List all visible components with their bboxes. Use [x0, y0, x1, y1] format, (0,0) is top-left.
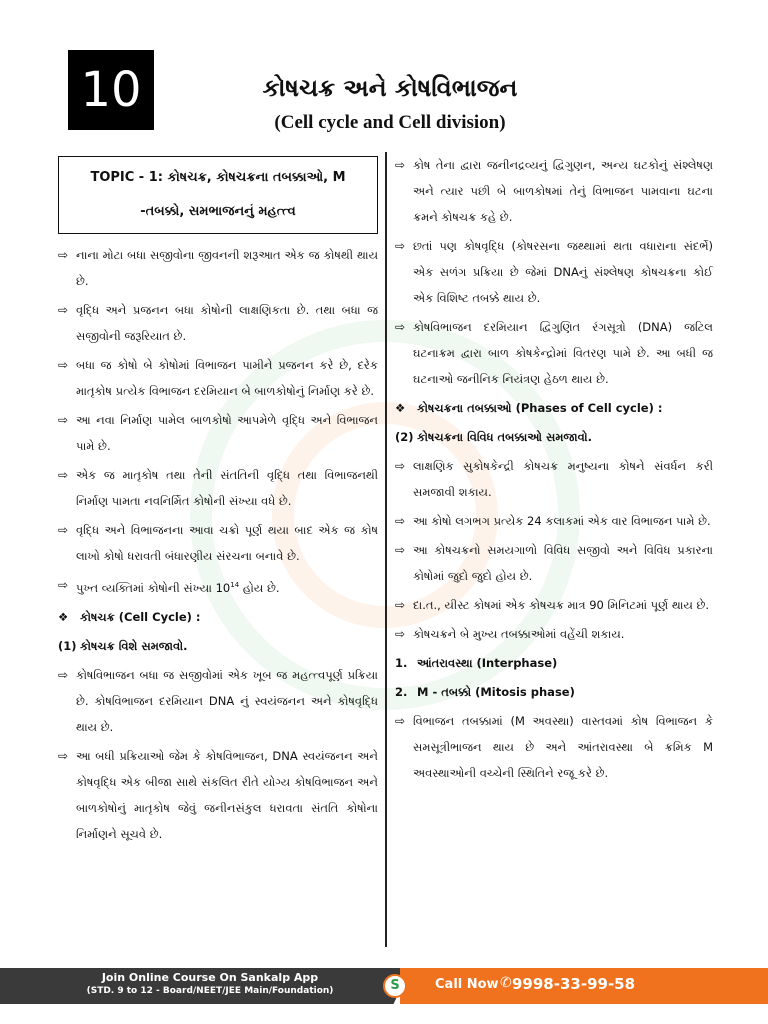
arrow-bullet-icon: ⇨ — [58, 413, 69, 427]
list-item: ⇨ વૃદ્ધિ અને વિભાજનના આવા ચક્રો પૂર્ણ થયા બાદ એક જ કોષ લાખો કોષો ધરાવતી બંધારણીય સંરચના બનાવે છે. — [58, 517, 378, 569]
arrow-bullet-icon: ⇨ — [395, 543, 406, 557]
arrow-bullet-icon: ⇨ — [395, 598, 406, 612]
list-item: ⇨ દા.ત., યીસ્ટ કોષમાં એક કોષચક્ર માત્ર 90 મિનિટમાં પૂર્ણ થાય છે. — [395, 592, 713, 618]
section-heading: ❖ કોષચક્રના તબક્કાઓ (Phases of Cell cycle) : — [395, 395, 713, 421]
arrow-bullet-icon: ⇨ — [58, 667, 69, 682]
question-heading: (1) કોષચક્ર વિશે સમજાવો. — [58, 638, 188, 653]
arrow-bullet-icon: ⇨ — [395, 627, 406, 641]
arrow-bullet-icon: ⇨ — [395, 320, 406, 334]
footer-banner — [0, 968, 768, 1004]
arrow-bullet-icon: ⇨ — [58, 248, 69, 262]
left-column — [58, 152, 378, 850]
arrow-bullet-icon: ⇨ — [58, 358, 69, 372]
list-item: ⇨ છતાં પણ કોષવૃદ્ધિ (કોષરસના જથ્થામાં થતા વધારાના સંદર્ભે) એક સળંગ પ્રક્રિયા છે જેમાં DNAનું સંશ્લેષણ કોષચક્રના કોઈ એક વિશિષ્ટ તબક્કે થાય છે. — [395, 233, 713, 311]
list-item: ⇨ પુખ્ત વ્યક્તિમાં કોષોની સંખ્યા $10^{14}$ હોય છે. — [58, 572, 378, 601]
list-item: ⇨ કોષચક્રને બે મુખ્ય તબક્કાઓમાં વહેંચી શકાય. — [395, 621, 713, 647]
list-item: ⇨ લાક્ષણિક સુકોષકેન્દ્રી કોષચક્ર મનુષ્યના કોષને સંવર્ધન કરી સમજાવી શકાય. — [395, 453, 713, 505]
list-item: ⇨ કોષવિભાજન બધા જ સજીવોમાં એક ખૂબ જ મહત્ત્વપૂર્ણ પ્રક્રિયા છે. કોષવિભાજન દરમિયાન DNA નું સ્વયંજનન અને કોષવૃદ્ધિ થાય છે. — [58, 662, 378, 740]
phase-item: 1. આંતરાવસ્થા (Interphase) — [395, 656, 558, 670]
arrow-bullet-icon: ⇨ — [58, 303, 69, 317]
chapter-number: 10 — [68, 50, 154, 130]
sankalp-logo-icon: S — [383, 974, 407, 998]
column-divider — [385, 152, 387, 947]
list-item: ⇨ એક જ માતૃકોષ તથા તેની સંતતિની વૃદ્ધિ તથા વિભાજનથી નિર્માણ પામતા નવનિર્મિત કોષોની સંખ્યા વધે છે. — [58, 462, 378, 514]
footer-promo-line-1[interactable]: Join Online Course On Sankalp App — [101, 971, 319, 984]
diamond-icon: ❖ — [58, 609, 69, 624]
section-heading: ❖ કોષચક્ર (Cell Cycle) : — [58, 604, 378, 630]
topic-box — [58, 156, 378, 234]
arrow-bullet-icon: ⇨ — [395, 514, 406, 528]
list-item: ⇨ નાના મોટા બધા સજીવોના જીવનની શરૂઆત એક જ કોષથી થાય છે. — [58, 242, 378, 294]
arrow-bullet-icon: ⇨ — [395, 239, 406, 253]
arrow-bullet-icon: ⇨ — [395, 158, 406, 172]
list-item: ⇨ આ નવા નિર્માણ પામેલ બાળકોષો આપમેળે વૃદ્ધિ અને વિભાજન પામે છે. — [58, 407, 378, 459]
diamond-icon: ❖ — [395, 401, 406, 415]
list-item: ⇨ આ કોષચક્રનો સમયગાળો વિવિધ સજીવો અને વિવિધ પ્રકારના કોષોમાં જુદો જુદો હોય છે. — [395, 537, 713, 589]
topic-line-2: -તબક્કો, સમભાજનનું મહત્ત્વ — [140, 204, 296, 219]
arrow-bullet-icon: ⇨ — [395, 459, 406, 473]
arrow-bullet-icon: ⇨ — [58, 523, 69, 537]
page-bottom-margin — [0, 1004, 768, 1024]
list-item: ⇨ બધા જ કોષો બે કોષોમાં વિભાજન પામીને પ્રજનન કરે છે, દરેક માતૃકોષ પ્રત્યેક વિભાજન દરમિયાન બે બાળકોષોનું નિર્માણ કરે છે. — [58, 352, 378, 404]
chapter-title-english: (Cell cycle and Cell division) — [274, 112, 506, 133]
arrow-bullet-icon: ⇨ — [58, 468, 69, 482]
list-item: ⇨ વૃદ્ધિ અને પ્રજનન બધા કોષોની લાક્ષણિકતા છે. તથા બધા જ સજીવોની જરૂરિયાત છે. — [58, 297, 378, 349]
list-item: ⇨ આ બધી પ્રક્રિયાઓ જેમ કે કોષવિભાજન, DNA સ્વયંજનન અને કોષવૃદ્ધિ એક બીજા સાથે સંકલિત રીતે યોગ્ય કોષવિભાજન અને બાળકોષોનું માતૃકોષ જેવું જનીનસંકુલ ધરાવતા સંતતિ કોષોના નિર્માણને સૂચવે છે. — [58, 743, 378, 847]
topic-line-1: TOPIC - 1: કોષચક્ર, કોષચક્રના તબક્કાઓ, M — [90, 170, 346, 185]
phase-item: 2. M - તબક્કો (Mitosis phase) — [395, 685, 575, 699]
footer-promo-line-2: (STD. 9 to 12 - Board/NEET/JEE Main/Foundation) — [86, 986, 334, 996]
question-heading: (2) કોષચક્રના વિવિધ તબક્કાઓ સમજાવો. — [395, 430, 593, 444]
chapter-title-gujarati: કોષચક્ર અને કોષવિભાજન — [262, 74, 518, 102]
list-item: ⇨ વિભાજન તબક્કામાં (M અવસ્થા) વાસ્તવમાં કોષ વિભાજન કે સમસૂત્રીભાજન થાય છે અને આંતરાવસ્થા બે ક્રમિક M અવસ્થાઓની વચ્ચેની સ્થિતિને રજૂ કરે છે. — [395, 708, 713, 786]
phone-number[interactable]: 9998-33-99-58 — [512, 975, 636, 993]
list-item: ⇨ કોષવિભાજન દરમિયાન દ્વિગુણિત રંગસૂત્રો (DNA) જટિલ ઘટનાક્રમ દ્વારા બાળ કોષકેન્દ્રોમાં વિતરણ પામે છે. આ બધી જ ઘટનાઓ જનીનિક નિયંત્રણ હેઠળ થાય છે. — [395, 314, 713, 392]
list-item: ⇨ કોષ તેના દ્વારા જનીનદ્રવ્યનું દ્વિગુણન, અન્ય ઘટકોનું સંશ્લેષણ અને ત્યાર પછી બે બાળકોષમાં તેનું વિભાજન પામવાના ઘટના ક્રમને કોષચક્ર કહે છે. — [395, 152, 713, 230]
call-now-label: Call Now — [435, 977, 499, 992]
arrow-bullet-icon: ⇨ — [58, 748, 69, 763]
phone-icon: ✆ — [500, 975, 512, 991]
right-column — [395, 152, 713, 789]
arrow-bullet-icon: ⇨ — [395, 714, 406, 728]
arrow-bullet-icon: ⇨ — [58, 578, 69, 592]
list-item: ⇨ આ કોષો લગભગ પ્રત્યેક 24 કલાકમાં એક વાર વિભાજન પામે છે. — [395, 508, 713, 534]
